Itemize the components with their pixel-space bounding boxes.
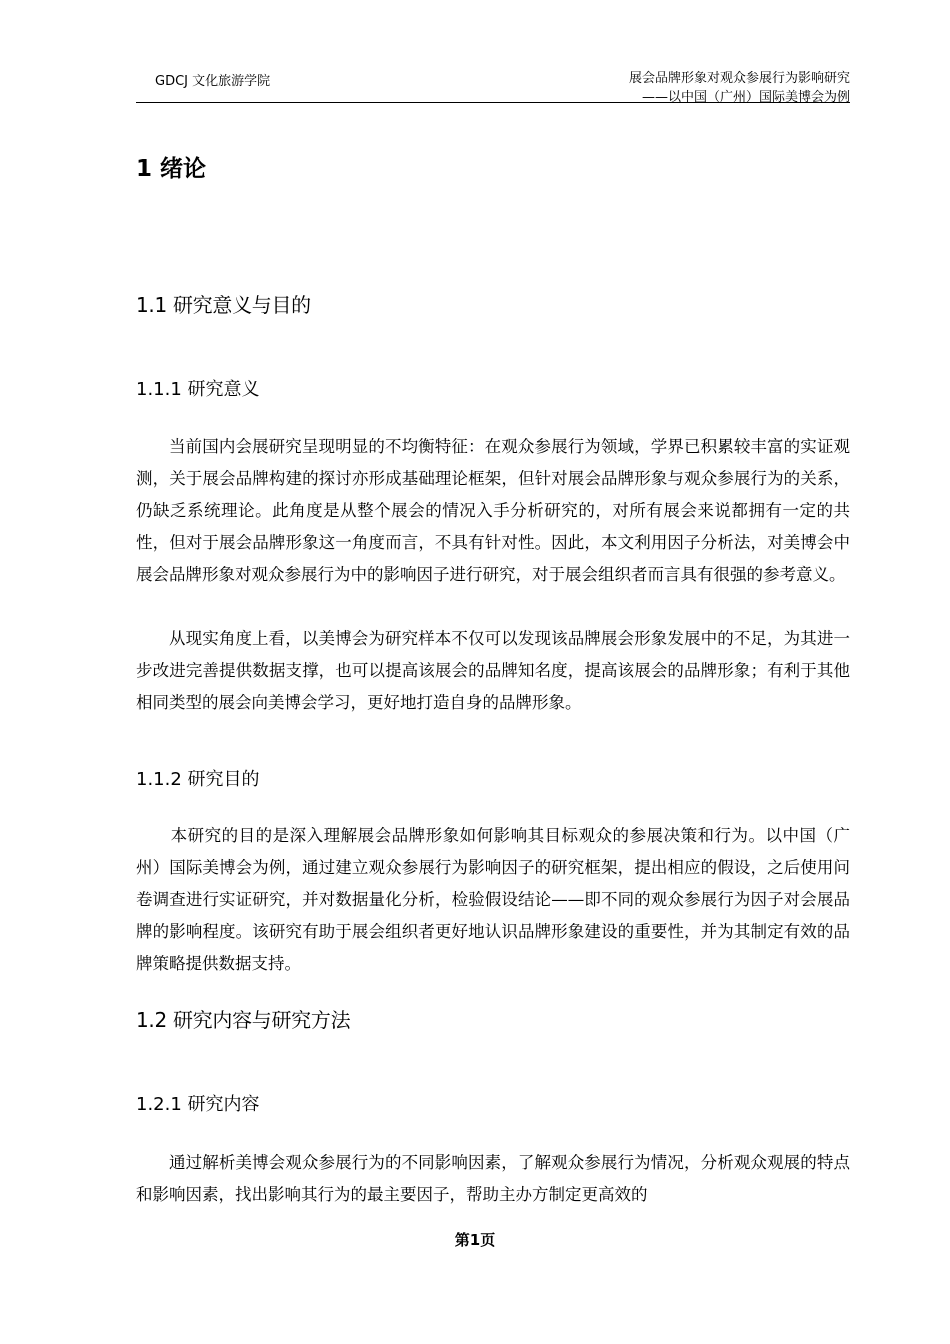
content-paragraph: 通过解析美博会观众参展行为的不同影响因素，了解观众参展行为情况，分析观众观展的特点和影响因素，找出影响其行为的最主要因子，帮助主办方制定更高效的 (136, 1153, 850, 1204)
section-1-1-heading: 1.1 研究意义与目的 (136, 293, 311, 317)
chapter-title: 1 绪论 (136, 156, 207, 182)
page-number: 第1页 (454, 1231, 496, 1249)
purpose-paragraph: 本研究的目的是深入理解展会品牌形象如何影响其目标观众的参展决策和行为。以中国（广州）国际美博会为例，通过建立观众参展行为影响因子的研究框架，提出相应的假设，之后使用问卷调查进行实证研究，并对数据量化分析，检验假设结论——即不同的观众参展行为因子对会展品牌的影响程度。该研究有助于展会组织者更好地认识品牌形象建设的重要性，并为其制定有效的品牌策略提供数据支持。 (136, 826, 850, 973)
significance-paragraph-1: 当前国内会展研究呈现明显的不均衡特征：在观众参展行为领域，学界已积累较丰富的实证观测，关于展会品牌构建的探讨亦形成基础理论框架，但针对展会品牌形象与观众参展行为的关系，仍缺乏系统理论。此角度是从整个展会的情况入手分析研究的，对所有展会来说都拥有一定的共性，但对于展会品牌形象这一角度而言，不具有针对性。因此，本文利用因子分析法，对美博会中展会品牌形象对观众参展行为中的影响因子进行研究，对于展会组织者而言具有很强的参考意义。 (136, 437, 850, 584)
significance-paragraph-2: 从现实角度上看，以美博会为研究样本不仅可以发现该品牌展会形象发展中的不足，为其进一步改进完善提供数据支撑，也可以提高该展会的品牌知名度，提高该展会的品牌形象；有利于其他相同类型的展会向美博会学习，更好地打造自身的品牌形象。 (136, 629, 850, 712)
header-title-line2: ——以中国（广州）国际美博会为例 (641, 90, 850, 105)
section-1-2-1-heading: 1.2.1 研究内容 (136, 1094, 260, 1115)
header-divider (136, 102, 850, 103)
section-1-1-2-heading: 1.1.2 研究目的 (136, 769, 260, 790)
header-title-line1: 展会品牌形象对观众参展行为影响研究 (628, 71, 850, 86)
header-institution: GDCJ 文化旅游学院 (155, 74, 271, 89)
section-1-1-1-heading: 1.1.1 研究意义 (136, 379, 260, 400)
section-1-2-heading: 1.2 研究内容与研究方法 (136, 1008, 351, 1032)
